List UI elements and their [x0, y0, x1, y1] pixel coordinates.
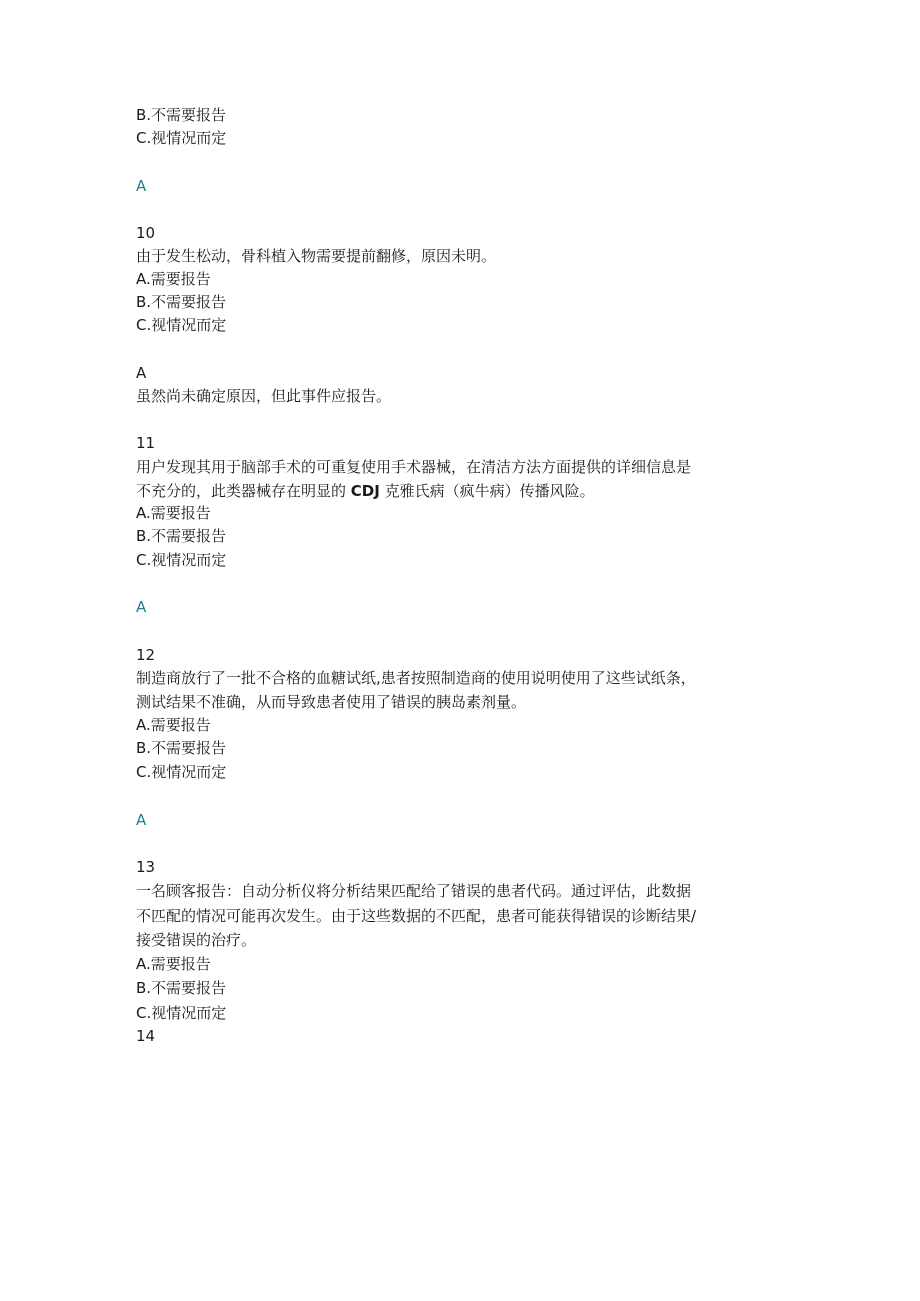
q10-option-c: C.视情况而定 — [136, 316, 227, 334]
top-option-b: B.不需要报告 — [136, 106, 227, 124]
q11-number: 11 — [136, 434, 156, 452]
q12-text-line1: 制造商放行了一批不合格的血糖试纸,患者按照制造商的使用说明使用了这些试纸条， — [136, 669, 696, 687]
q12-text-line2: 测试结果不准确，从而导致患者使用了错误的胰岛素剂量。 — [136, 693, 527, 711]
q12-option-a: A.需要报告 — [136, 716, 211, 734]
q10-answer: A — [136, 364, 147, 382]
q13-option-c: C.视情况而定 — [136, 1004, 227, 1022]
q11-text-line1: 用户发现其用于脑部手术的可重复使用手术器械，在清洁方法方面提供的详细信息是 — [136, 458, 692, 476]
q10-text: 由于发生松动，骨科植入物需要提前翻修，原因未明。 — [136, 247, 497, 265]
q11-text-line2-post: 克雅氏病（疯牛病）传播风险。 — [379, 482, 595, 500]
q11-answer: A — [136, 598, 147, 616]
q11-text-line2 — [136, 481, 796, 501]
q10-option-a: A.需要报告 — [136, 270, 211, 288]
q13-text-line2: 不匹配的情况可能再次发生。由于这些数据的不匹配，患者可能获得错误的诊断结果/ — [136, 907, 697, 925]
q14-number: 14 — [136, 1027, 156, 1045]
q13-text-line3: 接受错误的治疗。 — [136, 931, 257, 949]
q13-text-line1: 一名顾客报告：自动分析仪将分析结果匹配给了错误的患者代码。通过评估，此数据 — [136, 882, 692, 900]
q10-explanation: 虽然尚未确定原因，但此事件应报告。 — [136, 387, 392, 405]
q11-cdj: CDJ — [350, 482, 380, 500]
top-option-c: C.视情况而定 — [136, 129, 227, 147]
q10-option-b: B.不需要报告 — [136, 293, 227, 311]
top-answer: A — [136, 177, 147, 195]
q13-option-a: A.需要报告 — [136, 955, 211, 973]
q11-option-c: C.视情况而定 — [136, 551, 227, 569]
q13-option-b: B.不需要报告 — [136, 979, 227, 997]
q12-option-b: B.不需要报告 — [136, 739, 227, 757]
q11-text-line2-pre: 不充分的，此类器械存在明显的 — [136, 482, 351, 500]
q12-option-c: C.视情况而定 — [136, 763, 227, 781]
q12-number: 12 — [136, 646, 156, 664]
q12-answer: A — [136, 811, 147, 829]
q11-option-a: A.需要报告 — [136, 504, 211, 522]
q13-number: 13 — [136, 858, 156, 876]
q11-option-b: B.不需要报告 — [136, 527, 227, 545]
q10-number: 10 — [136, 224, 156, 242]
